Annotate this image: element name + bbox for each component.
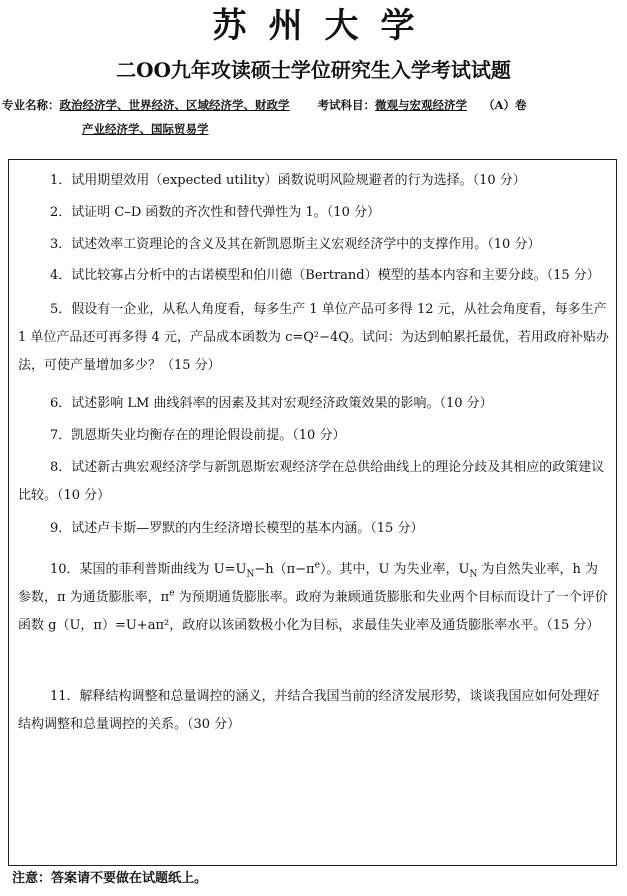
exam-title: 二OO九年攻读硕士学位研究生入学考试试题 [116,58,511,82]
question-1: 1．试用期望效用（expected utility）函数说明风险规避者的行为选择。（10 分） [50,173,526,188]
major-label: 专业名称： [2,98,60,112]
question-7: 7．凯恩斯失业均衡存在的理论假设前提。（10 分） [50,428,346,443]
question-3: 3．试述效率工资理论的含义及其在新凯恩斯主义宏观经济学中的支撑作用。（10 分） [50,237,541,252]
question-6: 6．试述影响 LM 曲线斜率的因素及其对宏观经济政策效果的影响。（10 分） [50,396,493,411]
question-2: 2．试证明 C–D 函数的齐次性和替代弹性为 1。（10 分） [50,205,380,220]
major-list-2: 产业经济学、国际贸易学 [82,122,209,136]
exam-meta-line-1 [2,97,527,113]
exam-subject: 微观与宏观经济学 [375,98,468,112]
question-11: 11．解释结构调整和总量调控的涵义，并结合我国当前的经济发展形势，谈谈我国应如何处理好结构调整和总量调控的关系。（30 分） [18,689,600,732]
question-8: 8．试述新古典宏观经济学与新凯恩斯宏观经济学在总供给曲线上的理论分歧及其相应的政策建议比较。（10 分） [18,460,605,503]
university-name: 苏州大学 [212,6,437,46]
paper-version: （A）卷 [483,98,527,112]
question-4: 4．试比较寡占分析中的古诺模型和伯川德（Bertrand）模型的基本内容和主要分歧。（15 分） [50,268,600,283]
subject-label: 考试科目： [317,98,376,112]
question-10: 10．某国的菲利普斯曲线为 $U=U_N-h(\pi-\pi^e)$。其中，U 为失业率，$U_N$ 为自然失业率，h 为参数，π 为通货膨胀率，$\pi^e$ 为预期通货膨胀率。政府为兼顾通货膨胀和失业两个目标而设计了一个评价函数 g（U，π）=U+aπ²，政府以该函数极小化为目标，求最佳失业率及通货膨胀率水平。（15 分） [18,560,608,633]
major-list-1: 政治经济学、世界经济、区域经济学、财政学 [59,98,290,112]
question-5: 5．假设有一企业，从私人角度看，每多生产 1 单位产品可多得 12 元，从社会角度看，每多生产 1 单位产品还可再多得 4 元，产品成本函数为 c=Q²−4Q。试问：为达到帕累托最优，若用政府补贴办法，可使产量增加多少？（15 分） [18,302,609,373]
question-9: 9．试述卢卡斯—罗默的内生经济增长模型的基本内涵。（15 分） [50,521,424,536]
footer-note: 注意：答案请不要做在试题纸上。 [12,871,208,886]
